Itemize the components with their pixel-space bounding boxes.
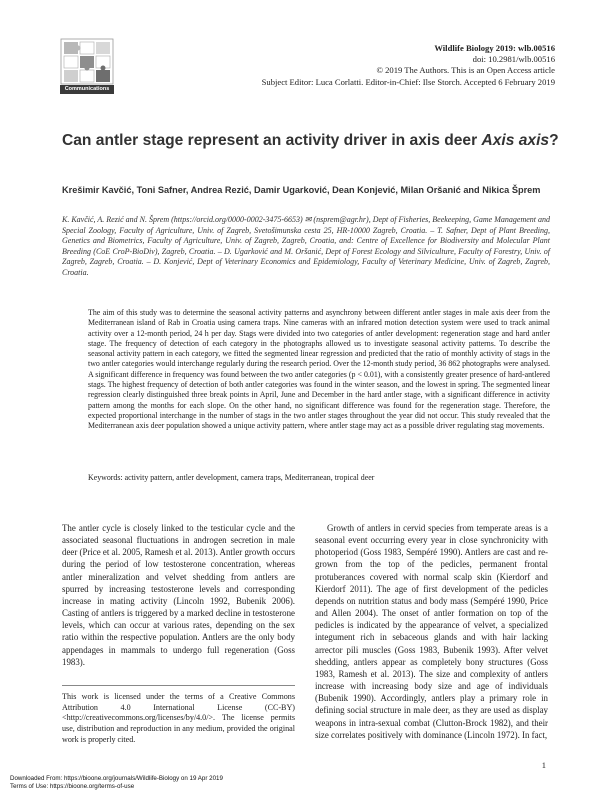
keywords: Keywords: activity pattern, antler development, camera traps, Mediterranean, tropical deer <box>88 473 375 482</box>
paragraph: The antler cycle is closely linked to the testicular cycle and the associated seasonal fluctuations in androgen secretion in male deer (Price et al. 2005, Ramesh et al. 2013). Antler growth occurs during the period of low testosterone concentration, whereas antler mineralization and velvet shedding from antlers are spurred by increasing testosterone levels and corresponding increase in mating activity (Lincoln 1992, Bubenik 2006). Casting of antlers is triggered by a marked decline in testosterone levels, which can occur at various rates, depending on the sex ratio within the respective population. Antlers are the only body appendages in mammals to undergo full regeneration (Goss 1983). <box>62 523 295 667</box>
title-species: Axis axis <box>481 132 550 149</box>
editor-note: Subject Editor: Luca Corlatti. Editor-in-Chief: Ilse Storch. Accepted 6 February 2019 <box>261 76 555 87</box>
download-source: Downloaded From: https://bioone.org/journals/Wildlife-Biology on 19 Apr 2019 <box>10 775 223 782</box>
copyright-note: © 2019 The Authors. This is an Open Access article <box>376 65 555 76</box>
author-list: Krešimir Kavčić, Toni Safner, Andrea Rezić, Damir Ugarković, Dean Konjević, Milan Oršanić and Nikica Šprem <box>62 185 541 195</box>
puzzle-logo-icon <box>60 38 114 85</box>
title-end: ? <box>549 132 559 149</box>
paper-title <box>62 132 562 150</box>
body-column-left <box>62 522 295 668</box>
body-column-right <box>315 522 548 741</box>
logo-label: Communications <box>60 85 114 94</box>
doi: doi: 10.2981/wlb.00516 <box>472 54 555 65</box>
article-header <box>235 43 555 88</box>
abstract: The aim of this study was to determine the seasonal activity patterns and asynchrony between different antler stages in male axis deer from the Mediterranean island of Rab in Croatia using camera traps. Nine cameras with an infrared motion detection system were used to track animal activity over a 12-month period, 24 h per day. Stags were divided into two categories of antler development: regeneration stage and hard antler stage. The frequency of detection of each category in the photographs allowed us to investigate seasonal activity patterns. To describe the seasonal activity pattern in each category, we fitted the segmented linear regression and predicted that the ratio of monthly activity of stags in the two antler categories would interchange regularly during the research period. Over the 12-month study period, 36 862 photographs were analysed. A significant difference in frequency was found between the two antler categories (p < 0.01), with a consistently greater presence of hard-antlered stags. The highest frequency of detection of both antler categories was found in the winter season, and the lowest in spring. The segmented linear regression clearly distinguished three break points in April, June and December in the hard antler stage, with a significant difference in activity pattern among the months for each slope. On the other hand, no significant difference was found for the regeneration stage. Therefore, the expected proportional interchange in the number of stags in the two antler stages throughout the year did not occur. This study revealed that the Mediterranean axis deer population showed a unique activity pattern, where antler stage may act as a possible driver regulating stag movements. <box>88 308 550 431</box>
page-number: 1 <box>541 760 546 770</box>
journal-citation: Wildlife Biology 2019: wlb.00516 <box>434 43 555 53</box>
terms-of-use: Terms of Use: https://bioone.org/terms-of-use <box>10 783 135 790</box>
journal-logo <box>60 38 114 94</box>
title-main: Can antler stage represent an activity driver in axis deer <box>62 132 482 149</box>
paragraph: Growth of antlers in cervid species from temperate areas is a seasonal event occurring every year in close synchronicity with photoperiod (Goss 1983, Sempéré 1990). Antlers are cast and re-grown from the top of the pedicles, permanent frontal protuberances covered with normal scalp skin (Kierdorf and Kierdorf 2011). The age of first development of the pedicles depends on nutrition status and body mass (Sempéré 1990, Price and Allen 2004). The onset of antler formation on top of the pedicles is indicated by the appearance of velvet, a specialized integument rich in sebaceous glands and with hair lacking arrector pili muscles (Goss 1983, Bubenik 1993). After velvet shedding, antlers appear as completely bony structures (Goss 1983, Ramesh et al. 2013). The size and complexity of antlers increase with increasing body size and age of individuals (Bubenik 1990). Accordingly, antlers play a primary role in defining social structure in male deer, as they are used as display weapons in intra-sexual combat (Clutton-Brock 1982), and their size correlates positively with dominance (Lincoln 1972). In fact, <box>315 523 548 740</box>
affiliations: K. Kavčić, A. Rezić and N. Šprem (https://orcid.org/0000-0002-3475-6653) ✉ (nsprem@agr.hr), Dept of Fisheries, Beekeeping, Game Management and Special Zoology, Faculty of Agriculture, Univ. of Zagreb, Svetošimunska cesta 25, HR-10000 Zagreb, Croatia. – T. Safner, Dept of Plant Breeding, Genetics and Biometrics, Faculty of Agriculture, Univ. of Zagreb, Zagreb, Croatia, and: Centre of Excellence for Biodiversity and Molecular Plant Breeding (CoE CroP-BioDiv), Zagreb, Croatia. – D. Ugarković and M. Oršanić, Dept of Forest Ecology and Silviculture, Faculty of Forestry, Univ. of Zagreb, Zagreb, Croatia. – D. Konjević, Dept of Veterinary Economics and Epidemiology, Faculty of Veterinary Medicine, Univ. of Zagreb, Zagreb, Croatia. <box>62 215 550 277</box>
license-note: This work is licensed under the terms of a Creative Commons Attribution 4.0 International License (CC-BY) <http://creativecommons.org/licenses/by/4.0/>. The license permits use, distribution and reproduction in any medium, provided the original work is properly cited. <box>62 685 295 746</box>
download-footer <box>10 775 223 791</box>
